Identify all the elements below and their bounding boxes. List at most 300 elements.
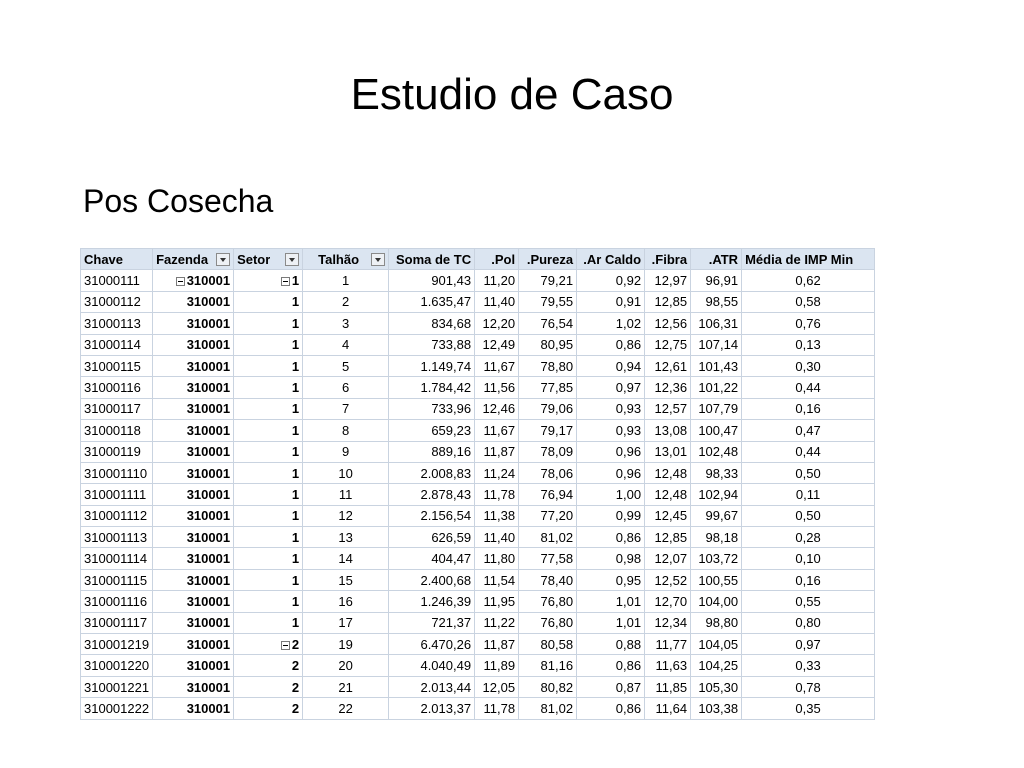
cell-value: 12,70 — [654, 593, 688, 609]
cell-value: 76,80 — [540, 593, 574, 609]
cell-ar-caldo — [577, 377, 645, 398]
cell-value: 80,58 — [540, 636, 574, 652]
cell-value: 76,80 — [540, 615, 574, 631]
cell-value: 310001111 — [84, 486, 147, 502]
filter-dropdown-icon[interactable] — [216, 253, 230, 266]
cell-value: 12 — [338, 508, 353, 524]
cell-ar-caldo — [577, 334, 645, 355]
cell-pureza — [519, 484, 577, 505]
cell-atr — [691, 355, 742, 376]
pivot-table-container — [80, 248, 875, 720]
cell-value: 1 — [291, 444, 300, 460]
cell-pol — [475, 462, 519, 483]
cell-value: 310001116 — [84, 593, 148, 609]
cell-pol — [475, 377, 519, 398]
cell-ar-caldo — [577, 313, 645, 334]
cell-value: 1 — [291, 529, 300, 545]
cell-value: 105,30 — [698, 679, 739, 695]
cell-pol — [475, 291, 519, 312]
header-fazenda: Fazenda — [153, 249, 234, 270]
cell-value: 11,20 — [483, 273, 516, 289]
cell-value: 19 — [338, 636, 353, 652]
cell-value: 733,96 — [431, 401, 472, 417]
cell-chave — [81, 334, 153, 355]
cell-chave — [81, 377, 153, 398]
cell-pol — [475, 420, 519, 441]
cell-chave — [81, 527, 153, 548]
cell-value: 1,01 — [615, 615, 642, 631]
cell-pureza — [519, 270, 577, 291]
cell-fibra — [645, 313, 691, 334]
cell-soma-tc — [389, 462, 475, 483]
cell-ar-caldo — [577, 655, 645, 676]
cell-value: 1 — [291, 572, 300, 588]
cell-value: 310001 — [186, 401, 231, 417]
cell-value: 310001115 — [84, 572, 148, 588]
cell-value: 0,96 — [615, 465, 642, 481]
cell-media-imp-min — [742, 548, 875, 569]
cell-value: 11,63 — [655, 658, 688, 674]
cell-media-imp-min — [742, 270, 875, 291]
cell-value: 11,85 — [655, 679, 688, 695]
table-row — [81, 270, 875, 291]
cell-value: 310001 — [186, 593, 231, 609]
cell-value: 11,77 — [655, 636, 688, 652]
cell-value: 79,55 — [540, 294, 574, 310]
table-header-row — [81, 249, 875, 270]
cell-value: 81,02 — [540, 529, 574, 545]
slide-subtitle: Pos Cosecha — [83, 183, 274, 219]
cell-value: 1,02 — [615, 315, 642, 331]
cell-value: 0,94 — [615, 358, 642, 374]
cell-fibra — [645, 462, 691, 483]
cell-value: 103,38 — [698, 700, 739, 716]
cell-value: 76,54 — [540, 315, 574, 331]
cell-setor — [234, 355, 303, 376]
cell-value: 310001 — [186, 294, 231, 310]
cell-value: 0,97 — [615, 380, 642, 396]
cell-value: 11,64 — [655, 700, 688, 716]
cell-value: 1 — [291, 358, 300, 374]
cell-setor — [234, 676, 303, 697]
cell-value: 0,62 — [795, 273, 821, 289]
table-row — [81, 441, 875, 462]
table-row — [81, 291, 875, 312]
cell-value: 78,09 — [540, 444, 574, 460]
cell-pol — [475, 655, 519, 676]
cell-value: 6 — [341, 380, 350, 396]
cell-value: 102,48 — [698, 444, 739, 460]
cell-value: 12,52 — [654, 572, 688, 588]
cell-soma-tc — [389, 655, 475, 676]
cell-atr — [691, 291, 742, 312]
cell-setor — [234, 334, 303, 355]
collapse-icon[interactable] — [281, 641, 290, 650]
cell-value: 102,94 — [698, 486, 739, 502]
cell-value: 21 — [338, 679, 353, 695]
cell-value: 1 — [291, 337, 300, 353]
table-row — [81, 355, 875, 376]
slide-title: Estudio de Caso — [350, 70, 674, 119]
cell-value: 9 — [341, 444, 350, 460]
cell-media-imp-min — [742, 334, 875, 355]
cell-fibra — [645, 591, 691, 612]
cell-value: 2 — [291, 658, 300, 674]
cell-value: 1 — [291, 551, 300, 567]
cell-value: 310001 — [186, 337, 231, 353]
cell-fazenda — [153, 698, 234, 719]
cell-value: 2.013,37 — [420, 700, 472, 716]
cell-fibra — [645, 291, 691, 312]
cell-value: 31000118 — [84, 422, 141, 438]
header-soma-tc: Soma de TC — [389, 249, 475, 270]
cell-media-imp-min — [742, 377, 875, 398]
cell-value: 81,02 — [540, 700, 574, 716]
cell-media-imp-min — [742, 291, 875, 312]
cell-value: 0,28 — [795, 529, 821, 545]
cell-value: 310001 — [186, 658, 231, 674]
cell-soma-tc — [389, 612, 475, 633]
cell-value: 11,40 — [483, 529, 516, 545]
cell-value: 0,16 — [795, 572, 821, 588]
cell-setor — [234, 398, 303, 419]
cell-value: 310001 — [186, 444, 231, 460]
cell-media-imp-min — [742, 313, 875, 334]
table-row — [81, 484, 875, 505]
cell-pol — [475, 548, 519, 569]
cell-value: 81,16 — [540, 658, 574, 674]
cell-value: 11,89 — [483, 658, 516, 674]
cell-ar-caldo — [577, 676, 645, 697]
cell-atr — [691, 398, 742, 419]
cell-setor — [234, 291, 303, 312]
collapse-icon[interactable] — [176, 277, 185, 286]
cell-value: 31000115 — [84, 358, 141, 374]
cell-atr — [691, 334, 742, 355]
cell-chave — [81, 548, 153, 569]
cell-fazenda — [153, 505, 234, 526]
cell-fibra — [645, 548, 691, 569]
cell-value: 15 — [338, 572, 353, 588]
cell-soma-tc — [389, 484, 475, 505]
cell-value: 1 — [291, 508, 300, 524]
cell-value: 310001 — [186, 572, 231, 588]
cell-talhao — [303, 527, 389, 548]
cell-fazenda — [153, 313, 234, 334]
cell-fazenda — [153, 441, 234, 462]
cell-pureza — [519, 462, 577, 483]
cell-soma-tc — [389, 355, 475, 376]
cell-value: 1.635,47 — [420, 294, 472, 310]
cell-atr — [691, 420, 742, 441]
cell-value: 31000119 — [84, 444, 141, 460]
cell-value: 310001114 — [84, 551, 148, 567]
cell-pureza — [519, 548, 577, 569]
cell-fazenda — [153, 655, 234, 676]
cell-pol — [475, 441, 519, 462]
cell-value: 31000117 — [84, 401, 141, 417]
cell-fazenda — [153, 548, 234, 569]
cell-atr — [691, 676, 742, 697]
cell-value: 5 — [341, 358, 350, 374]
cell-value: 11 — [338, 486, 353, 502]
cell-value: 12,48 — [654, 486, 688, 502]
cell-value: 0,86 — [615, 337, 642, 353]
table-row — [81, 505, 875, 526]
cell-talhao — [303, 377, 389, 398]
filter-dropdown-icon[interactable] — [371, 253, 385, 266]
cell-value: 0,47 — [795, 422, 821, 438]
cell-value: 11,22 — [483, 615, 516, 631]
cell-value: 104,00 — [698, 593, 739, 609]
cell-value: 11,54 — [483, 572, 516, 588]
cell-pureza — [519, 420, 577, 441]
cell-value: 13,01 — [654, 444, 688, 460]
cell-chave — [81, 484, 153, 505]
cell-atr — [691, 270, 742, 291]
cell-value: 12,45 — [654, 508, 688, 524]
cell-setor — [234, 698, 303, 719]
header-setor: Setor — [234, 249, 303, 270]
cell-value: 1 — [291, 380, 300, 396]
cell-soma-tc — [389, 591, 475, 612]
collapse-icon[interactable] — [281, 277, 290, 286]
cell-value: 20 — [338, 658, 353, 674]
cell-chave — [81, 398, 153, 419]
cell-value: 12,05 — [482, 679, 516, 695]
cell-value: 31000114 — [84, 337, 141, 353]
cell-chave — [81, 591, 153, 612]
cell-fibra — [645, 377, 691, 398]
cell-pureza — [519, 313, 577, 334]
cell-soma-tc — [389, 291, 475, 312]
table-row — [81, 676, 875, 697]
cell-pureza — [519, 527, 577, 548]
cell-talhao — [303, 270, 389, 291]
cell-value: 310001 — [186, 615, 231, 631]
cell-value: 76,94 — [540, 486, 574, 502]
cell-value: 310001 — [186, 636, 231, 652]
cell-fazenda — [153, 420, 234, 441]
table-row — [81, 634, 875, 655]
cell-value: 626,59 — [431, 529, 472, 545]
cell-value: 2 — [291, 679, 300, 695]
cell-value: 1 — [291, 615, 300, 631]
cell-media-imp-min — [742, 355, 875, 376]
cell-setor — [234, 505, 303, 526]
cell-value: 11,87 — [483, 636, 516, 652]
cell-fazenda — [153, 612, 234, 633]
cell-pureza — [519, 591, 577, 612]
cell-chave — [81, 569, 153, 590]
table-row — [81, 420, 875, 441]
cell-ar-caldo — [577, 462, 645, 483]
header-media-imp-min: Média de IMP Min — [742, 249, 875, 270]
cell-value: 96,91 — [705, 273, 739, 289]
cell-pol — [475, 355, 519, 376]
cell-atr — [691, 484, 742, 505]
header-ar-caldo: .Ar Caldo — [577, 249, 645, 270]
cell-value: 0,93 — [615, 401, 642, 417]
cell-talhao — [303, 291, 389, 312]
table-row — [81, 527, 875, 548]
cell-value: 0,96 — [615, 444, 642, 460]
cell-ar-caldo — [577, 548, 645, 569]
cell-soma-tc — [389, 548, 475, 569]
cell-talhao — [303, 612, 389, 633]
cell-value: 104,05 — [698, 636, 739, 652]
cell-value: 11,78 — [483, 700, 516, 716]
cell-fazenda — [153, 398, 234, 419]
table-row — [81, 398, 875, 419]
cell-value: 0,76 — [795, 315, 821, 331]
cell-value: 0,93 — [615, 422, 642, 438]
table-row — [81, 569, 875, 590]
cell-pol — [475, 698, 519, 719]
cell-atr — [691, 698, 742, 719]
table-row — [81, 548, 875, 569]
cell-value: 0,97 — [795, 636, 821, 652]
cell-talhao — [303, 334, 389, 355]
cell-value: 0,44 — [795, 444, 821, 460]
cell-pol — [475, 612, 519, 633]
cell-value: 79,06 — [540, 401, 574, 417]
cell-value: 8 — [341, 422, 350, 438]
cell-media-imp-min — [742, 698, 875, 719]
cell-setor — [234, 377, 303, 398]
cell-atr — [691, 591, 742, 612]
cell-fazenda — [153, 462, 234, 483]
cell-value: 11,87 — [483, 444, 516, 460]
cell-value: 104,25 — [698, 658, 739, 674]
cell-soma-tc — [389, 420, 475, 441]
cell-fibra — [645, 676, 691, 697]
cell-talhao — [303, 420, 389, 441]
cell-value: 4 — [341, 337, 350, 353]
cell-value: 99,67 — [705, 508, 739, 524]
cell-ar-caldo — [577, 441, 645, 462]
cell-value: 11,67 — [483, 358, 516, 374]
cell-fazenda — [153, 334, 234, 355]
cell-fazenda — [153, 591, 234, 612]
cell-setor — [234, 591, 303, 612]
cell-chave — [81, 698, 153, 719]
cell-atr — [691, 462, 742, 483]
cell-value: 0,10 — [795, 551, 821, 567]
cell-value: 0,80 — [795, 615, 821, 631]
cell-value: 11,67 — [483, 422, 516, 438]
cell-value: 0,35 — [795, 700, 821, 716]
header-atr: .ATR — [691, 249, 742, 270]
cell-value: 77,58 — [540, 551, 574, 567]
cell-media-imp-min — [742, 569, 875, 590]
cell-talhao — [303, 698, 389, 719]
cell-setor — [234, 313, 303, 334]
cell-soma-tc — [389, 313, 475, 334]
cell-value: 98,18 — [705, 529, 739, 545]
cell-pol — [475, 505, 519, 526]
cell-value: 78,40 — [540, 572, 574, 588]
cell-value: 2.008,83 — [420, 465, 472, 481]
cell-value: 12,34 — [654, 615, 688, 631]
cell-talhao — [303, 313, 389, 334]
cell-soma-tc — [389, 676, 475, 697]
cell-fibra — [645, 634, 691, 655]
filter-dropdown-icon[interactable] — [285, 253, 299, 266]
cell-value: 310001 — [186, 529, 231, 545]
cell-value: 310001219 — [84, 636, 150, 652]
cell-value: 12,97 — [654, 273, 688, 289]
cell-atr — [691, 655, 742, 676]
cell-soma-tc — [389, 527, 475, 548]
cell-fibra — [645, 441, 691, 462]
cell-value: 2 — [341, 294, 350, 310]
cell-value: 11,38 — [483, 508, 516, 524]
cell-value: 0,78 — [795, 679, 821, 695]
cell-soma-tc — [389, 377, 475, 398]
cell-chave — [81, 612, 153, 633]
cell-talhao — [303, 548, 389, 569]
cell-soma-tc — [389, 698, 475, 719]
cell-ar-caldo — [577, 569, 645, 590]
cell-value: 0,95 — [615, 572, 642, 588]
header-fibra: .Fibra — [645, 249, 691, 270]
table-row — [81, 655, 875, 676]
cell-atr — [691, 634, 742, 655]
cell-setor — [234, 612, 303, 633]
cell-ar-caldo — [577, 634, 645, 655]
cell-value: 0,16 — [795, 401, 821, 417]
cell-media-imp-min — [742, 398, 875, 419]
cell-value: 6.470,26 — [420, 636, 472, 652]
cell-pureza — [519, 505, 577, 526]
cell-value: 310001 — [186, 486, 231, 502]
cell-chave — [81, 462, 153, 483]
cell-value: 98,55 — [705, 294, 739, 310]
cell-value: 2.156,54 — [420, 508, 472, 524]
cell-value: 1 — [291, 401, 300, 417]
cell-value: 834,68 — [431, 315, 472, 331]
cell-value: 98,80 — [705, 615, 739, 631]
cell-fibra — [645, 612, 691, 633]
cell-value: 901,43 — [431, 273, 472, 289]
cell-fibra — [645, 698, 691, 719]
cell-atr — [691, 612, 742, 633]
cell-value: 659,23 — [431, 422, 472, 438]
cell-value: 310001 — [186, 422, 231, 438]
cell-value: 10 — [338, 465, 353, 481]
cell-value: 0,98 — [615, 551, 642, 567]
cell-value: 79,17 — [540, 422, 574, 438]
cell-atr — [691, 505, 742, 526]
cell-value: 101,22 — [698, 380, 739, 396]
cell-pureza — [519, 291, 577, 312]
cell-value: 11,78 — [483, 486, 516, 502]
cell-value: 0,99 — [615, 508, 642, 524]
cell-pureza — [519, 569, 577, 590]
cell-ar-caldo — [577, 398, 645, 419]
cell-value: 14 — [338, 551, 353, 567]
cell-value: 310001 — [186, 700, 231, 716]
cell-pureza — [519, 355, 577, 376]
cell-value: 12,48 — [654, 465, 688, 481]
cell-value: 0,58 — [795, 294, 821, 310]
cell-atr — [691, 548, 742, 569]
cell-value: 12,36 — [654, 380, 688, 396]
cell-fazenda — [153, 484, 234, 505]
cell-soma-tc — [389, 441, 475, 462]
cell-value: 12,46 — [482, 401, 516, 417]
